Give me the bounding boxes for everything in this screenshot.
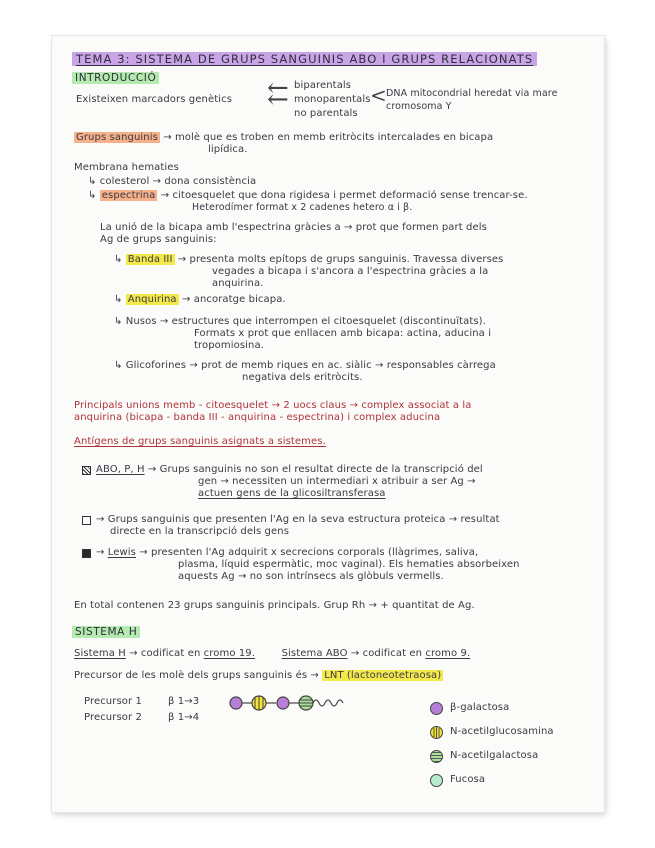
sistema-abo-cromo: cromo 9. — [425, 648, 471, 659]
arrow-icon: ↳ — [114, 254, 123, 265]
lnt-term: LNT (lactoneotetraosa) — [324, 670, 442, 681]
sistema-h-text: → codificat en — [129, 648, 201, 659]
mono-detail-dna: DNA mitocondrial heredat via mare — [386, 88, 558, 99]
sistema-abo-label: Sistema ABO — [281, 648, 348, 659]
lewis-line1 — [96, 547, 478, 559]
intro-heading: INTRODUCCIÓ — [72, 72, 159, 84]
lewis-text1: → presenten l'Ag adquirit x secrecions corporals (llàgrimes, saliva, — [139, 547, 479, 558]
grups-term: Grups sanguinis — [76, 132, 158, 143]
page-title: TEMA 3: SISTEMA DE GRUPS SANGUINIS ABO I GRUPS RELACIONATS — [72, 52, 537, 66]
legend-n-acetilgalactosa: N-acetilgalactosa — [450, 750, 539, 761]
precursor2-label: Precursor 2 — [84, 712, 142, 723]
intro-option-biparentals: biparentals — [294, 80, 352, 91]
grups-def: → molè que es troben en memb eritròcits intercalades en bicapa — [163, 132, 494, 143]
banda-line — [114, 254, 503, 266]
unions-line1: Principals unions memb - citoesquelet → 2 uocs claus → complex associat a la — [74, 400, 472, 411]
membrana-heading: Membrana hematies — [74, 162, 179, 173]
sistema-abo-text: → codificat en — [350, 648, 423, 659]
membrana-colesterol: ↳ colesterol → dona consistència — [88, 176, 257, 187]
abo-line1 — [96, 464, 483, 476]
lewis-label: Lewis — [107, 547, 136, 558]
lewis-line2: plasma, líquid espermàtic, moc vaginal). Els hematies absorbeixen — [178, 559, 520, 570]
lnt-chain-icon — [228, 692, 358, 714]
glico-line1: ↳ Glicoforines → prot de memb riques en ac. siàlic → responsables càrrega — [114, 360, 496, 371]
intro-option-monoparentals: monoparentals — [294, 94, 371, 105]
intro-brace-icon: ⇇ — [267, 79, 289, 109]
anquirina-def: → ancoratge bicapa. — [181, 294, 286, 305]
prot-line2: directe en la transcripció dels gens — [110, 526, 290, 537]
banda-def1: → presenta molts epítops de grups sanguinis. Travessa diverses — [177, 254, 504, 265]
total-line: En total contenen 23 grups sanguinis principals. Grup Rh → + quantitat de Ag. — [74, 600, 475, 611]
precursor-text: Precursor de les molè dels grups sanguinis és → — [74, 670, 319, 681]
abo-label: ABO, P, H — [96, 464, 145, 475]
unio-line1: La unió de la bicapa amb l'espectrina gràcies a → prot que formen part dels — [100, 222, 487, 233]
nusos-line3: tropomiosina. — [194, 340, 264, 351]
sistema-h-label: Sistema H — [74, 648, 126, 659]
filled-square-icon — [82, 549, 91, 558]
banda-term: Banda III — [127, 254, 173, 265]
banda-def3: anquirina. — [212, 278, 264, 289]
abo-line2: gen → necessiten un intermediari x atribuir a ser Ag → — [198, 476, 476, 487]
glico-line2: negativa dels eritròcits. — [242, 372, 363, 383]
notebook-page — [52, 36, 604, 812]
empty-square-icon — [82, 516, 91, 525]
sistema-h-heading: SISTEMA H — [72, 626, 140, 638]
arrow-icon: ↳ — [114, 294, 123, 305]
anquirina-term: Anquirina — [127, 294, 177, 305]
lewis-line3: aquests Ag → no son intrínsecs als glòbuls vermells. — [178, 571, 444, 582]
sistema-h-cromo: cromo 19. — [203, 648, 256, 659]
grups-def-cont: lipídica. — [208, 144, 248, 155]
precursor1-bond: β 1→3 — [168, 696, 200, 707]
fucose-circle-icon — [430, 774, 443, 787]
membrana-espectrina — [88, 190, 528, 202]
arrow-icon: ↳ — [88, 190, 97, 201]
espectrina-term: espectrina — [101, 190, 156, 201]
arrow-icon: → — [96, 547, 108, 558]
n-acetylgalactosamine-circle-icon — [430, 750, 443, 763]
antigens-heading: Antígens de grups sanguinis asignats a sistemes. — [74, 436, 326, 447]
mono-brace-icon: < — [370, 83, 387, 107]
nusos-line2: Formats x prot que enllacen amb bicapa: actina, aducina i — [194, 328, 492, 339]
unio-line2: Ag de grups sanguinis: — [100, 234, 217, 245]
intro-option-noparentals: no parentals — [294, 108, 358, 119]
espectrina-def: → citoesquelet que dona rigidesa i permet deformació sense trencar-se. — [160, 190, 528, 201]
mono-detail-cromosoma: cromosoma Y — [386, 101, 452, 112]
n-acetylglucosamine-circle-icon — [430, 726, 443, 739]
unions-line2: anquirina (bicapa - banda III - anquirina - espectrina) i complex aducina — [74, 412, 441, 423]
precursor-line — [74, 670, 443, 682]
precursor1-label: Precursor 1 — [84, 696, 142, 707]
galactose-circle-icon — [430, 702, 443, 715]
sistema-h-line — [74, 648, 470, 660]
banda-def2: vegades a bicapa i s'ancora a l'espectrina gràcies a la — [212, 266, 489, 277]
abo-text1: → Grups sanguinis no son el resultat directe de la transcripció del — [147, 464, 483, 475]
anquirina-line — [114, 294, 286, 306]
espectrina-def2: Heterodímer format x 2 cadenes hetero α i β. — [192, 202, 413, 213]
hatched-square-icon — [82, 466, 91, 475]
legend-fucosa: Fucosa — [450, 774, 486, 785]
nusos-line1: ↳ Nusos → estructures que interrompen el citoesquelet (discontinuïtats). — [114, 316, 486, 327]
grups-line — [74, 132, 493, 144]
intro-existeixen: Existeixen marcadors genètics — [76, 94, 233, 105]
precursor2-bond: β 1→4 — [168, 712, 200, 723]
prot-line1: → Grups sanguinis que presenten l'Ag en la seva estructura proteica → resultat — [96, 514, 500, 525]
legend-galactosa: β-galactosa — [450, 702, 510, 713]
legend-n-acetilglucosamina: N-acetilglucosamina — [450, 726, 554, 737]
abo-line3: actuen gens de la glicosiltransferasa — [198, 488, 386, 499]
